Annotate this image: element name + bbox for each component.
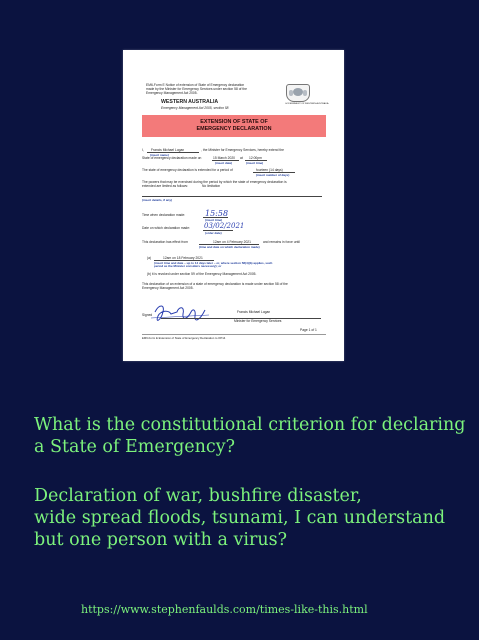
title-band: [142, 115, 326, 137]
form-note-line3: Emergency Management Act 2005.: [146, 91, 198, 95]
insert-days-hint: (insert number of days): [256, 172, 290, 177]
intro-prefix: I,: [142, 148, 144, 152]
signer-name: Francis Michael Logan: [237, 310, 271, 314]
question-line2: a State of Emergency?: [34, 437, 235, 457]
date-made-handwritten: 03/02/2021: [204, 222, 245, 230]
form-note-line2: made by the Minister for Emergency Services under section 58 of the: [146, 87, 247, 91]
declaration-made-prefix: State of emergency declaration made on: [142, 156, 202, 160]
extended-prefix: The state of emergency declaration is extended for a period of: [142, 168, 233, 172]
item-a-value: 12am on 18 February 2021: [163, 256, 203, 260]
effect-prefix: This declaration has effect from: [142, 240, 188, 244]
state-heading: WESTERN AUSTRALIA: [161, 99, 219, 105]
declaration-made-time: 12:00pm: [249, 156, 262, 160]
powers-line1: The powers that may be exercised during the period by which the state of emergency declaration is: [142, 180, 287, 184]
comment-line1: Declaration of war, bushfire disaster,: [34, 486, 362, 506]
insert-time-hint: (insert time): [246, 160, 264, 165]
title-line1: EXTENSION OF STATE OF: [200, 119, 268, 125]
item-a-label: (a): [147, 256, 152, 260]
insert-details-hint: (insert details, if any): [142, 198, 173, 202]
act-reference: Emergency Management Act 2005, section 58: [161, 106, 229, 110]
extended-period: fourteen (14 days): [256, 168, 283, 172]
item-a-hint2: period as the Minister considers necessary); or: [154, 264, 222, 268]
notice-line2: Emergency Management Act 2005.: [142, 286, 194, 290]
insert-name-hint: (insert name): [150, 152, 169, 157]
wa-crest-icon: [286, 84, 310, 102]
minister-name-field: Francis Michael Logan: [151, 148, 185, 152]
signed-label: Signed: [142, 313, 153, 317]
intro-suffix: , the Minister for Emergency Services, hereby extend the: [201, 148, 285, 152]
insert-date-hint: (insert date): [215, 160, 233, 165]
time-made-handwritten: 15:58: [205, 209, 229, 218]
signer-title: Minister for Emergency Services: [234, 319, 282, 323]
page-label: Page 1 of 1: [300, 328, 317, 332]
notice-line1: This declaration of an extension of a state of emergency declaration is made under section 58 of the: [142, 282, 288, 286]
source-url-link[interactable]: https://www.stephenfaulds.com/times-like-this.html: [81, 603, 368, 616]
item-b: (b) it is revoked under section 59 of the Emergency Management Act 2005.: [147, 272, 257, 276]
time-made-label: Time when declaration made:: [142, 213, 186, 217]
handwritten-signature: [149, 302, 211, 326]
powers-value: No limitation: [202, 184, 221, 188]
effect-hint: (time and date on which declaration made): [199, 244, 260, 249]
title-line2: EMERGENCY DECLARATION: [196, 126, 272, 132]
question-line1: What is the constitutional criterion for declaring: [34, 415, 466, 435]
powers-line2: extended are limited as follows:: [142, 184, 188, 188]
at-word: at: [240, 156, 243, 160]
effect-from: 12am on 4 February 2021: [213, 240, 251, 244]
crest-label: GOVERNMENT OF WESTERN AUSTRALIA: [285, 103, 329, 105]
form-note-line1: EM6-Form E Notice of extension of State of Emergency declaration: [146, 83, 245, 87]
item-a-hint1: (insert time and date – up to 14 days later – or, where section 58(4)(b) applies, such: [154, 260, 273, 265]
declaration-document-image: [123, 50, 344, 361]
insert-time-hint-2: (insert time): [205, 217, 223, 222]
comment-line3: but one person with a virus?: [34, 530, 287, 550]
declaration-made-date: 15 March 2020: [213, 156, 235, 160]
footer-note: EM6-Form E Extension of State of Emergency Declaration to OP14: [142, 336, 226, 340]
order-date-hint: (order date): [205, 230, 222, 235]
comment-line2: wide spread floods, tsunami, I can understand: [34, 508, 446, 528]
effect-suffix: and remains in force until: [263, 240, 300, 244]
date-made-label: Date on which declaration made:: [142, 226, 191, 230]
